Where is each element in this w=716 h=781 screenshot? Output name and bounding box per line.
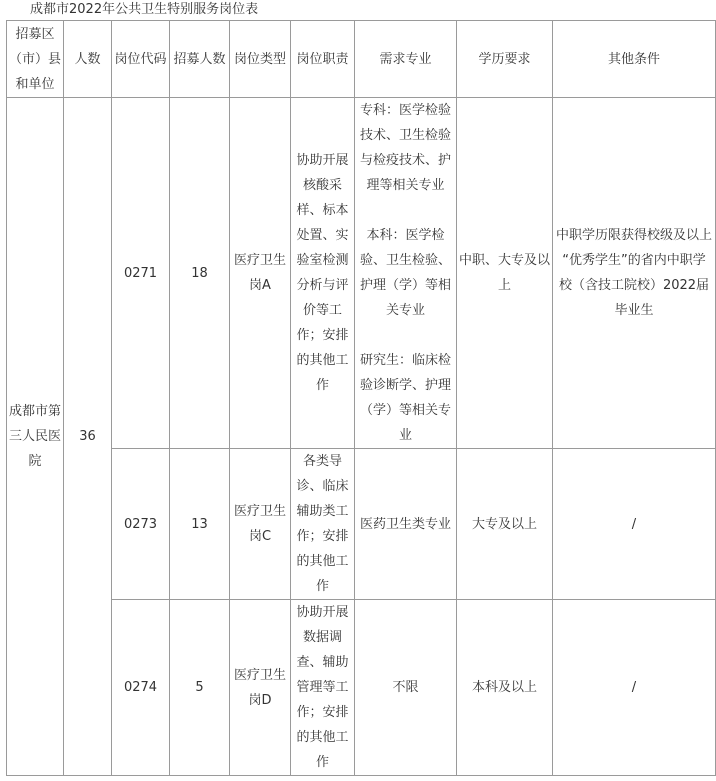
row-recruit-count: 5: [170, 600, 230, 776]
row-major: 医药卫生类专业: [355, 449, 457, 600]
header-education: 学历要求: [457, 21, 553, 98]
header-unit: 招募区 （市）县 和单位: [7, 21, 64, 98]
header-major: 需求专业: [355, 21, 457, 98]
header-code: 岗位代码: [112, 21, 170, 98]
row-type: 医疗卫生 岗C: [230, 449, 291, 600]
table-row: [7, 98, 716, 449]
row-education: 本科及以上: [457, 600, 553, 776]
row-recruit-count: 18: [170, 98, 230, 449]
row-other: /: [553, 449, 716, 600]
table-row: [7, 600, 716, 776]
page-title: 成都市2022年公共卫生特别服务岗位表: [30, 2, 259, 17]
table-row: [7, 449, 716, 600]
row-duty: 各类导 诊、临床 辅助类工 作；安排 的其他工 作: [291, 449, 355, 600]
row-major: 专科：医学检验 技术、卫生检验 与检疫技术、护 理等相关专业 本科：医学检 验、卫生检验、 护理（学）等相 关专业 研究生：临床检 验诊断学、护理 （学）等相关专 业: [355, 98, 457, 449]
row-type: 医疗卫生 岗D: [230, 600, 291, 776]
row-major: 不限: [355, 600, 457, 776]
row-other: /: [553, 600, 716, 776]
row-code: 0274: [112, 600, 170, 776]
header-duty: 岗位职责: [291, 21, 355, 98]
unit-name: 成都市第 三人民医 院: [7, 98, 64, 776]
positions-table: [6, 20, 716, 776]
header-type: 岗位类型: [230, 21, 291, 98]
row-recruit-count: 13: [170, 449, 230, 600]
row-education: 中职、大专及以 上: [457, 98, 553, 449]
row-education: 大专及以上: [457, 449, 553, 600]
header-other: 其他条件: [553, 21, 716, 98]
table-header-row: [7, 21, 716, 98]
row-code: 0271: [112, 98, 170, 449]
header-recruit-count: 招募人数: [170, 21, 230, 98]
row-duty: 协助开展 数据调 查、辅助 管理等工 作；安排 的其他工 作: [291, 600, 355, 776]
row-code: 0273: [112, 449, 170, 600]
row-other: 中职学历限获得校级及以上 “优秀学生”的省内中职学 校（含技工院校）2022届 毕业生: [553, 98, 716, 449]
row-duty: 协助开展 核酸采 样、标本 处置、实 验室检测 分析与评 价等工 作；安排 的其他工 作: [291, 98, 355, 449]
unit-people: 36: [64, 98, 112, 776]
header-people: 人数: [64, 21, 112, 98]
row-type: 医疗卫生 岗A: [230, 98, 291, 449]
